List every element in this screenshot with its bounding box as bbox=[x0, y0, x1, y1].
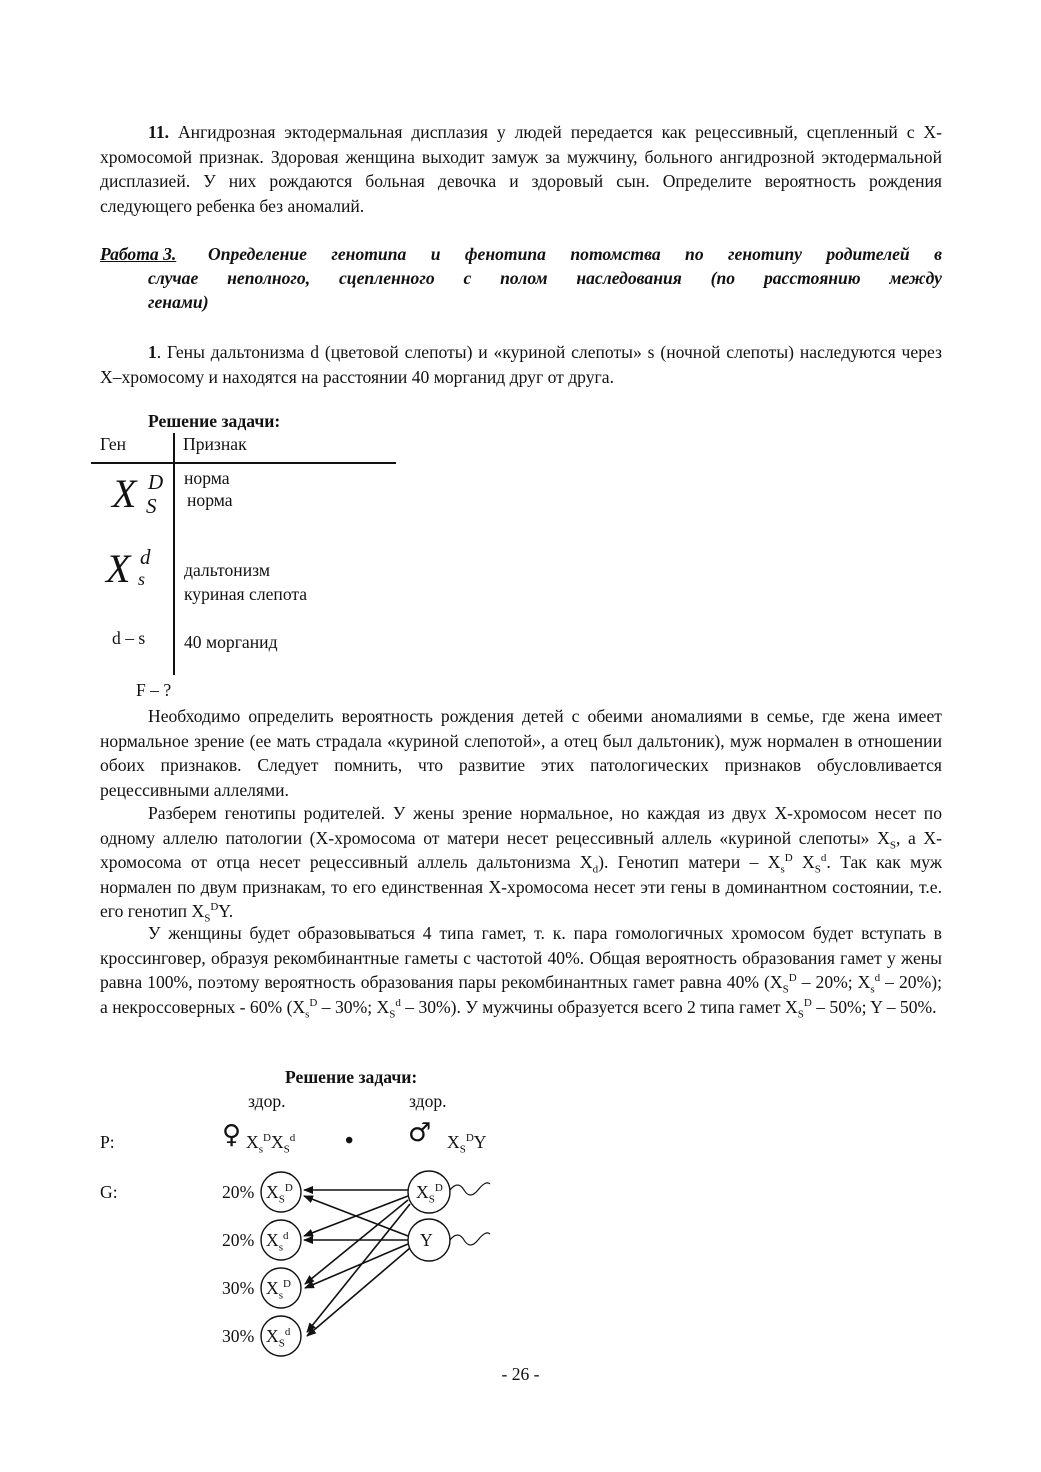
arrow-y-to-g4 bbox=[307, 1248, 410, 1336]
p3-sub-4: S bbox=[389, 1008, 396, 1021]
p2-sub-b: d bbox=[592, 863, 599, 876]
female-gamete-2-circle bbox=[261, 1220, 301, 1260]
healthy-male-label: здор. bbox=[409, 1091, 447, 1111]
p3-sub-3: s bbox=[305, 1008, 310, 1021]
gene-xsd-sup: D bbox=[148, 470, 164, 494]
paragraph-1: Необходимо определить вероятность рождения детей с обеими аномалиями в семье, где жена имеет нормальное зрение (ее мать страдала «куриной слепотой», а отец был дальтоник), муж нормален в отношении обоих признаков. Следует помнить, что развитие этих патологических признаков обусловливается рецессивными аллелями. bbox=[100, 706, 942, 800]
gene-xsd-recessive-sup: d bbox=[140, 545, 151, 569]
p3-part-a: У женщины будет образовываться 4 типа гамет, т. к. пара гомологичных хромосом будет вступать в кроссинговер, образуя рекомбинантные гаметы с частотой 40%. Общая вероятность образования гамет у жены равна 100%, поэтому вероятность образования пары рекомбинантных гамет равна 40% (X bbox=[100, 923, 942, 992]
healthy-female-label: здор. bbox=[248, 1091, 286, 1111]
female-gamete-2-percent: 20% bbox=[222, 1230, 255, 1250]
female-symbol-icon: ♀ bbox=[222, 1120, 242, 1150]
p3-part-e: – 30%). У мужчины образуется всего 2 типа гамет X bbox=[400, 996, 798, 1017]
problem-11-text: Ангидрозная эктодермальная дисплазия у людей передается как рецессивный, сцепленный с Х-хромосомой признак. Здоровая женщина выходит замуж за мужчину, больного ангидрозной эктодермальной дисплазией. У них рождаются больная девочка и здоровый сын. Определите вероятность рождения следующего ребенка без аномалий. bbox=[100, 122, 942, 216]
p2-sup-c2: d bbox=[820, 852, 827, 865]
g-label: G: bbox=[100, 1182, 118, 1202]
p3-part-c: – 20%); а некроссоверных - 60% (X bbox=[100, 972, 942, 1017]
male-gamete-y-circle bbox=[408, 1219, 450, 1261]
page-number: - 26 - bbox=[501, 1364, 540, 1384]
female-gamete-3-circle bbox=[261, 1268, 301, 1308]
female-x2: X bbox=[270, 1132, 284, 1152]
p2-sub-a: S bbox=[889, 839, 896, 852]
p2-part-e: Y. bbox=[218, 901, 234, 921]
arrow-y-to-g3 bbox=[305, 1244, 408, 1288]
male-y: Y bbox=[473, 1132, 487, 1152]
p-label: P: bbox=[100, 1132, 115, 1152]
male-x: X bbox=[447, 1132, 460, 1152]
trait-row1-line1: норма bbox=[184, 468, 230, 488]
trait-row1-line2: норма bbox=[187, 490, 233, 510]
female-sub2: S bbox=[283, 1143, 290, 1156]
p2-sub-c2: S bbox=[814, 863, 821, 876]
col-trait-header: Признак bbox=[183, 434, 247, 454]
work-3-title-line1: Определение генотипа и фенотипа потомства по генотипу родителей в bbox=[208, 244, 942, 264]
work-3-title-line3: генами) bbox=[148, 292, 209, 312]
p2-part-c-mid: X bbox=[792, 852, 815, 872]
p3-sup-5: D bbox=[803, 996, 812, 1009]
p3-sup-3: D bbox=[309, 996, 318, 1009]
female-sup2: d bbox=[289, 1132, 296, 1145]
female-gamete-1-percent: 20% bbox=[222, 1182, 255, 1202]
male-gamete-x-circle bbox=[408, 1171, 450, 1213]
task-1-text: . Гены дальтонизма d (цветовой слепоты) и «куриной слепоты» s (ночной слепоты) наследуются через Х–хромосому и находятся на расстоянии 40 морганид друг от друга. bbox=[100, 342, 942, 387]
p3-part-d: – 30%; X bbox=[317, 996, 390, 1017]
scheme-title: Решение задачи: bbox=[285, 1067, 418, 1087]
fg2-sub: s bbox=[278, 1241, 283, 1254]
female-x1: X bbox=[246, 1132, 259, 1152]
p3-sub-5: S bbox=[797, 1008, 804, 1021]
p3-sub-1: S bbox=[782, 983, 789, 996]
fg1-sup: D bbox=[284, 1182, 293, 1195]
p3-part-b: – 20%; X bbox=[796, 972, 871, 992]
female-gamete-4-percent: 30% bbox=[222, 1326, 255, 1346]
male-sub: S bbox=[459, 1143, 466, 1156]
female-gamete-1-label: $X_S^D$ bbox=[266, 1182, 293, 1206]
trait-row2-line1: дальтонизм bbox=[184, 560, 270, 580]
p2-sup-d: D bbox=[210, 901, 219, 914]
gene-xsd-recessive-base: X bbox=[106, 546, 131, 591]
male-gamete-y-tail bbox=[450, 1233, 490, 1245]
p2-part-b: , а Х-хромосома от отца несет рецессивный аллель дальтонизма X bbox=[100, 827, 943, 872]
female-gamete-4-label: $X_S^d$ bbox=[266, 1326, 291, 1350]
p2-sup-c1: D bbox=[784, 852, 793, 865]
fg4-sup: d bbox=[284, 1326, 291, 1339]
question-f: F – ? bbox=[136, 680, 172, 700]
male-sup: D bbox=[465, 1132, 474, 1145]
female-sub1: s bbox=[258, 1143, 263, 1156]
p2-part-c: ). Генотип матери – X bbox=[598, 852, 781, 872]
trait-row2-line2: куриная слепота bbox=[184, 584, 308, 604]
male-gamete-x-tail bbox=[450, 1183, 490, 1195]
gene-distance: d – s bbox=[112, 628, 146, 648]
female-gamete-3-percent: 30% bbox=[222, 1278, 255, 1298]
male-symbol-icon: ♂ bbox=[408, 1118, 432, 1148]
trait-distance: 40 морганид bbox=[184, 632, 278, 652]
mg1-x: X bbox=[416, 1182, 429, 1202]
arrow-x-to-g4 bbox=[307, 1204, 410, 1332]
p3-sup-2: d bbox=[874, 972, 881, 985]
mg1-sub: S bbox=[428, 1193, 435, 1206]
p3-sup-1: D bbox=[788, 972, 797, 985]
fg2-sup: d bbox=[283, 1230, 289, 1243]
male-gamete-y-label: Y bbox=[420, 1230, 433, 1250]
work-3-heading bbox=[100, 242, 942, 266]
female-gamete-4-circle bbox=[261, 1316, 301, 1356]
work-3-title-line2: случае неполного, сцепленного с полом наследования (по расстоянию между bbox=[148, 268, 942, 288]
female-gamete-2-label: $X_s^d$ bbox=[266, 1230, 289, 1254]
p2-sub-d: S bbox=[204, 912, 211, 925]
fg3-sub: s bbox=[278, 1289, 283, 1302]
p2-part-a: Разберем генотипы родителей. У жены зрение нормальное, но каждая из двух Х-хромосом несет по одному аллелю патологии (Х-хромосома от матери несет рецессивный аллель «куриной слепоты» X bbox=[100, 803, 942, 848]
female-gamete-3-label: $X_s^D$ bbox=[266, 1278, 291, 1302]
p2-part-d: . Так как муж нормален по двум признакам, то его единственная Х-хромосома несет эти гены в доминантном состоянии, т.е. его генотип X bbox=[100, 852, 942, 921]
problem-11-number: 11. bbox=[148, 122, 170, 142]
female-gamete-1-circle bbox=[261, 1172, 301, 1212]
p3-sub-2: s bbox=[870, 983, 875, 996]
col-gene-header: Ген bbox=[100, 434, 127, 454]
gene-xsd-base: X bbox=[112, 471, 137, 516]
solution-title: Решение задачи: bbox=[148, 411, 281, 431]
female-sup1: D bbox=[263, 1132, 271, 1145]
fg4-sub: S bbox=[278, 1337, 285, 1350]
cross-dot: • bbox=[345, 1128, 354, 1154]
p3-sup-4: d bbox=[395, 996, 401, 1009]
task-1-number: 1 bbox=[148, 342, 157, 362]
gene-xsd-recessive-sub: s bbox=[138, 569, 146, 589]
work-3-label: Работа 3. bbox=[100, 244, 177, 264]
p2-sub-c1: s bbox=[780, 863, 785, 876]
mg1-sup: D bbox=[434, 1182, 443, 1195]
gene-xsd-sub: S bbox=[146, 494, 157, 518]
p3-part-f: – 50%; Y – 50%. bbox=[811, 996, 937, 1017]
fg1-sub: S bbox=[278, 1193, 285, 1206]
fg3-sup: D bbox=[283, 1278, 291, 1291]
